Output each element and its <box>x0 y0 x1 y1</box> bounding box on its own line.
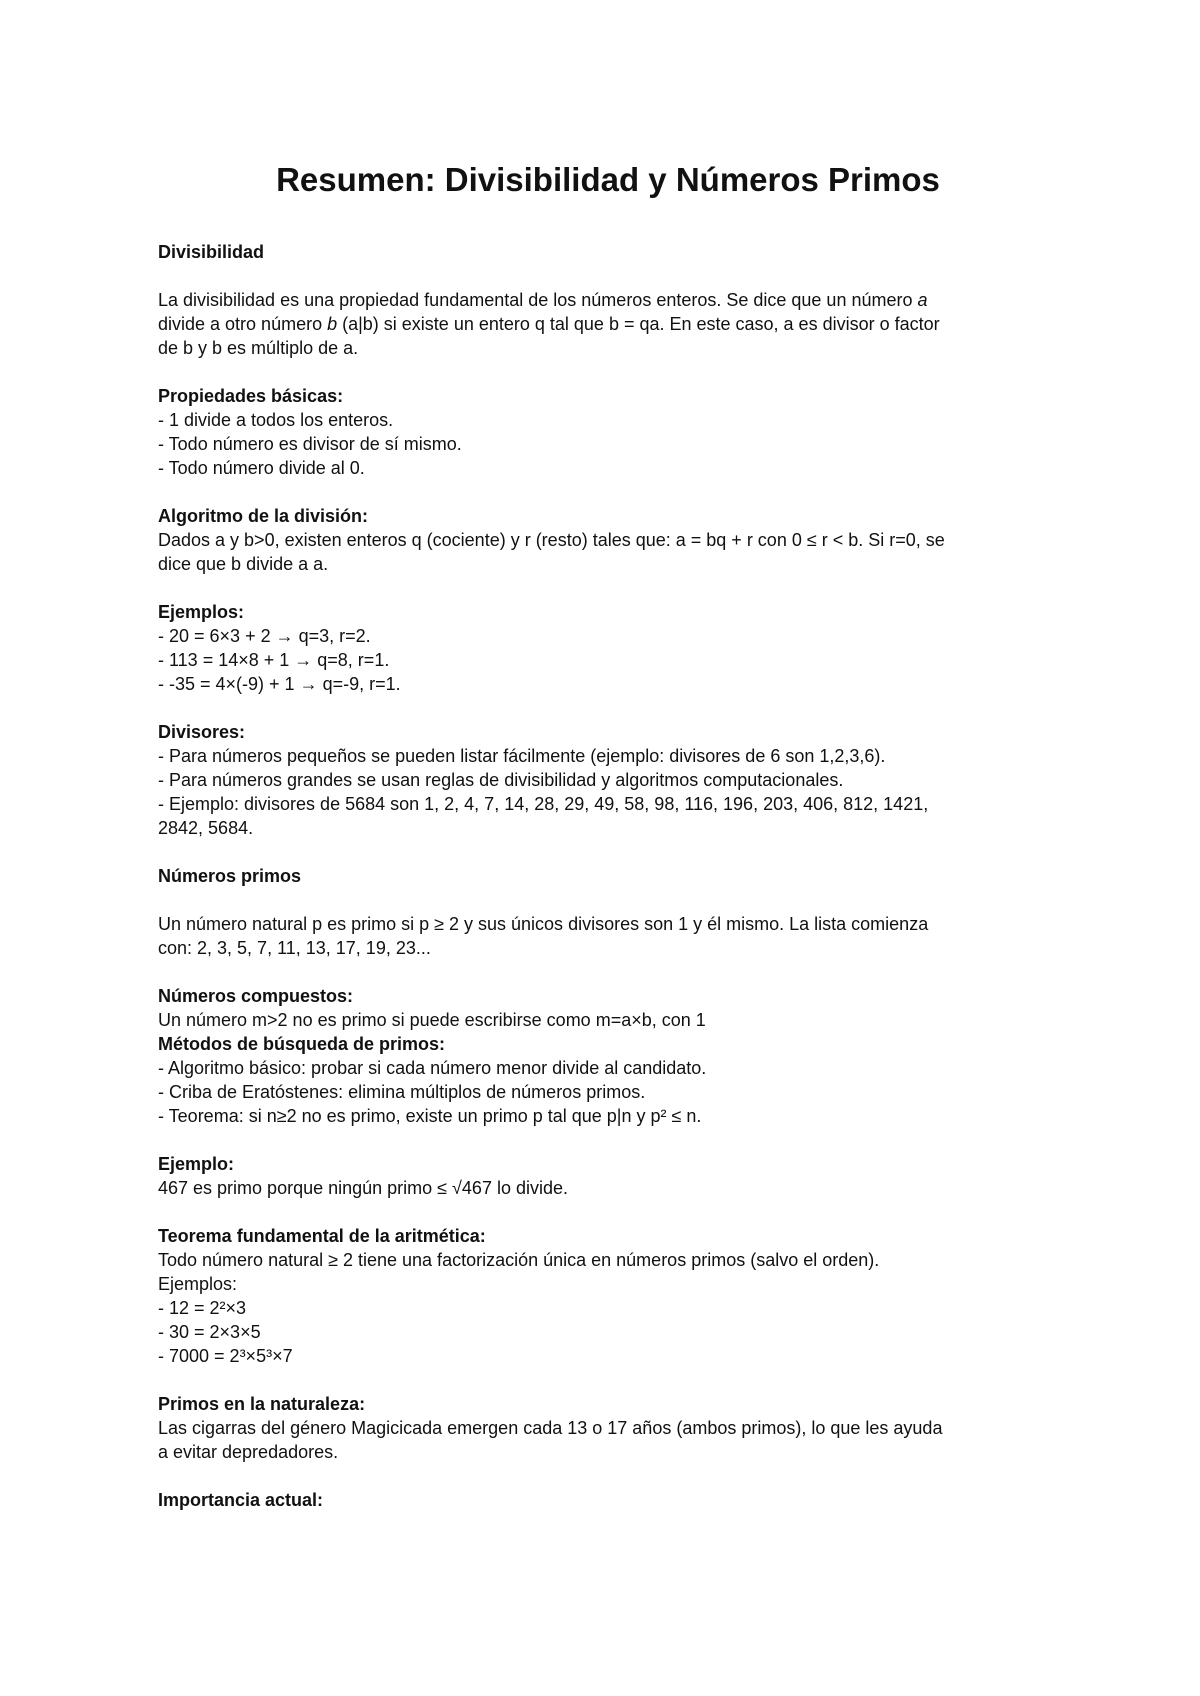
list-item: - 1 divide a todos los enteros. <box>158 410 394 430</box>
subheading-divisores: Divisores: <box>158 722 246 742</box>
paragraph-line: Un número m>2 no es primo si puede escribirse como m=a×b, con 1 <box>158 1010 706 1030</box>
text-span: La divisibilidad es una propiedad fundamental de los números enteros. Se dice que un número <box>158 290 918 310</box>
list-item: - 30 = 2×3×5 <box>158 1322 261 1342</box>
paragraph-line: dice que b divide a a. <box>158 554 329 574</box>
section-heading-primos: Números primos <box>158 866 302 886</box>
subheading-compuestos: Números compuestos: <box>158 986 354 1006</box>
variable-a: a <box>917 290 928 310</box>
paragraph-line: Dados a y b>0, existen enteros q (cociente) y r (resto) tales que: a = bq + r con 0 ≤ r < b. Si r=0, se <box>158 530 945 550</box>
list-item: - Criba de Eratóstenes: elimina múltiplos de números primos. <box>158 1082 646 1102</box>
list-item: - Para números grandes se usan reglas de divisibilidad y algoritmos computacionales. <box>158 770 844 790</box>
subheading-ejemplo: Ejemplo: <box>158 1154 235 1174</box>
paragraph-line: Un número natural p es primo si p ≥ 2 y sus únicos divisores son 1 y él mismo. La lista comienza <box>158 914 929 934</box>
paragraph-line: de b y b es múltiplo de a. <box>158 338 359 358</box>
paragraph-line: Todo número natural ≥ 2 tiene una factorización única en números primos (salvo el orden). <box>158 1250 880 1270</box>
paragraph-line: 467 es primo porque ningún primo ≤ √467 lo divide. <box>158 1178 569 1198</box>
section-heading-divisibilidad: Divisibilidad <box>158 242 265 262</box>
paragraph-line: Las cigarras del género Magicicada emergen cada 13 o 17 años (ambos primos), lo que les ayuda <box>158 1418 943 1438</box>
list-item: - Todo número es divisor de sí mismo. <box>158 434 462 454</box>
list-item: - Todo número divide al 0. <box>158 458 365 478</box>
list-item: - Algoritmo básico: probar si cada número menor divide al candidato. <box>158 1058 707 1078</box>
list-item: - -35 = 4×(-9) + 1 → q=-9, r=1. <box>158 674 401 694</box>
list-item: - 20 = 6×3 + 2 → q=3, r=2. <box>158 626 371 646</box>
list-item: - 113 = 14×8 + 1 → q=8, r=1. <box>158 650 390 670</box>
text-span: (a|b) si existe un entero q tal que b = qa. En este caso, a es divisor o factor <box>337 314 940 334</box>
subheading-metodos: Métodos de búsqueda de primos: <box>158 1034 446 1054</box>
subheading-propiedades: Propiedades básicas: <box>158 386 344 406</box>
subheading-algoritmo: Algoritmo de la división: <box>158 506 369 526</box>
list-item: - Teorema: si n≥2 no es primo, existe un primo p tal que p|n y p² ≤ n. <box>158 1106 702 1126</box>
list-item: 2842, 5684. <box>158 818 254 838</box>
subheading-naturaleza: Primos en la naturaleza: <box>158 1394 366 1414</box>
paragraph-line: Ejemplos: <box>158 1274 238 1294</box>
list-item: - Ejemplo: divisores de 5684 son 1, 2, 4, 7, 14, 28, 29, 49, 58, 98, 116, 196, 203, 406, 812, 1421, <box>158 794 929 814</box>
paragraph-line <box>158 312 1058 336</box>
paragraph-line: con: 2, 3, 5, 7, 11, 13, 17, 19, 23... <box>158 938 431 958</box>
subheading-importancia: Importancia actual: <box>158 1490 324 1510</box>
list-item: - Para números pequeños se pueden listar fácilmente (ejemplo: divisores de 6 son 1,2,3,6). <box>158 746 886 766</box>
subheading-ejemplos: Ejemplos: <box>158 602 245 622</box>
paragraph-line: a evitar depredadores. <box>158 1442 339 1462</box>
paragraph-line <box>158 288 1058 312</box>
text-span: divide a otro número <box>158 314 328 334</box>
list-item: - 12 = 2²×3 <box>158 1298 247 1318</box>
list-item: - 7000 = 2³×5³×7 <box>158 1346 293 1366</box>
page-title: Resumen: Divisibilidad y Números Primos <box>276 161 940 198</box>
subheading-teorema: Teorema fundamental de la aritmética: <box>158 1226 486 1246</box>
variable-b: b <box>327 314 338 334</box>
